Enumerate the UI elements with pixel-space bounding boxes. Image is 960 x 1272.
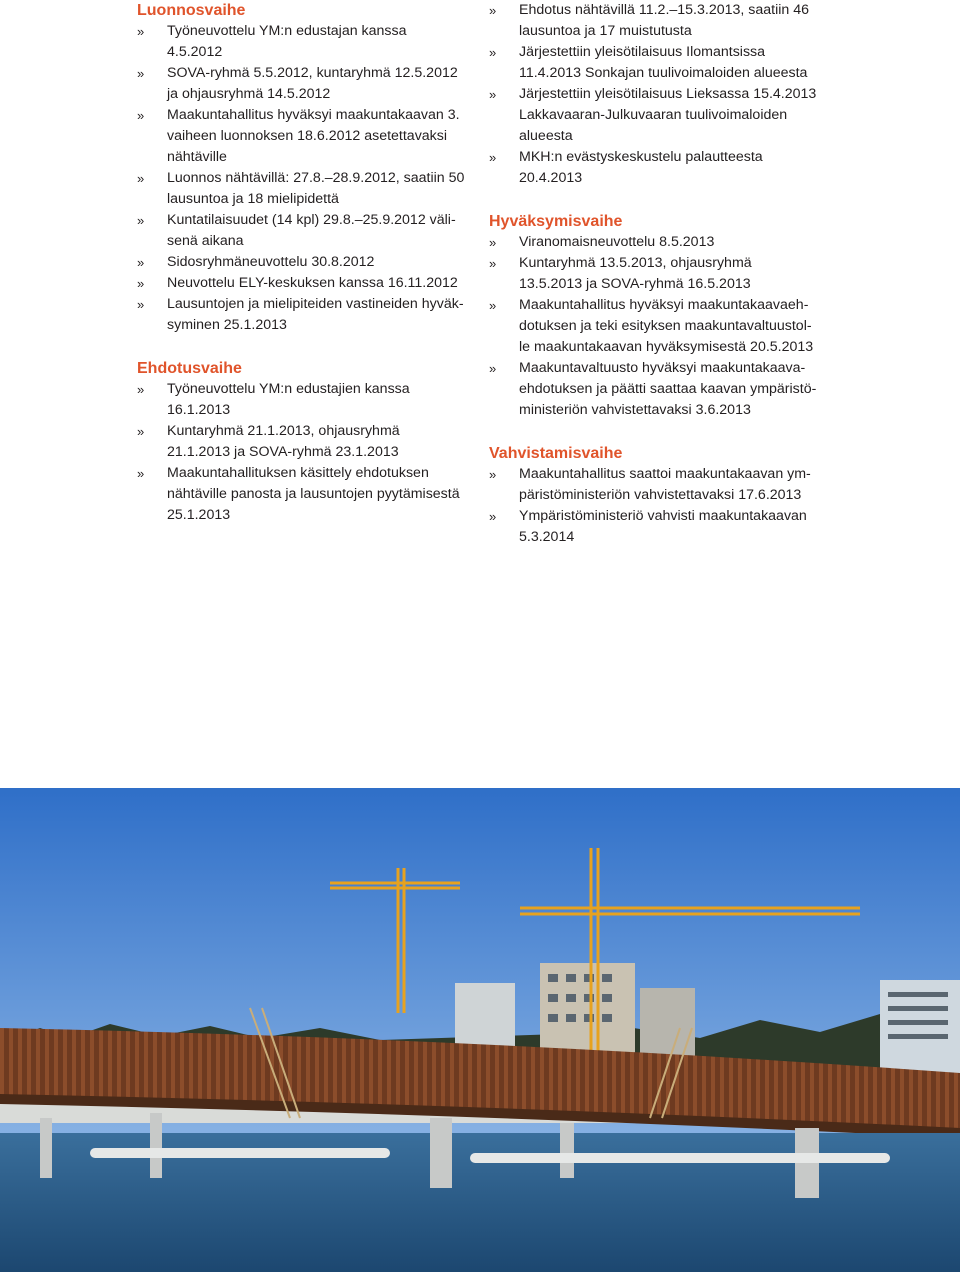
list-item-text: Maakuntahallitus saattoi maakuntakaavan ym- päristöministeriön vahvistettavaksi 17.6.2013 — [519, 466, 811, 503]
list-item-text: Sidosryhmäneuvottelu 30.8.2012 — [167, 254, 375, 270]
list-hyvaksymisvaihe — [489, 232, 834, 421]
bullet-icon: » — [137, 66, 145, 81]
bullet-icon: » — [137, 255, 145, 270]
list-item-text: Luonnos nähtävillä: 27.8.–28.9.2012, saatiin 50 lausuntoa ja 18 mielipidettä — [167, 170, 465, 207]
list-item — [489, 232, 834, 253]
list-item — [137, 379, 482, 421]
list-item — [137, 421, 482, 463]
bullet-icon: » — [137, 297, 145, 312]
list-item — [489, 84, 834, 147]
list-item-text: Kuntatilaisuudet (14 kpl) 29.8.–25.9.2012 väli- senä aikana — [167, 212, 456, 249]
bullet-icon: » — [489, 235, 497, 250]
list-item-text: Järjestettiin yleisötilaisuus Ilomantsissa 11.4.2013 Sonkajan tuulivoimaloiden alueesta — [519, 44, 808, 81]
bullet-icon: » — [489, 509, 497, 524]
list-item-text: Kuntaryhmä 21.1.2013, ohjausryhmä 21.1.2013 ja SOVA-ryhmä 23.1.2013 — [167, 423, 400, 460]
list-item-text: Maakuntahallituksen käsittely ehdotuksen nähtäville panosta ja lausuntojen pyytämisestä 25.1.2013 — [167, 465, 460, 523]
list-item — [489, 147, 834, 189]
list-ehdotusvaihe-continued — [489, 0, 834, 189]
list-item-text: MKH:n evästyskeskustelu palautteesta 20.4.2013 — [519, 149, 763, 186]
bullet-icon: » — [489, 256, 497, 271]
list-luonnosvaihe — [137, 21, 482, 336]
heading-luonnosvaihe: Luonnosvaihe — [137, 2, 246, 19]
list-item-text: Lausuntojen ja mielipiteiden vastineiden hyväk- syminen 25.1.2013 — [167, 296, 464, 333]
right-column — [489, 0, 834, 570]
bullet-icon: » — [489, 150, 497, 165]
list-item — [489, 0, 834, 42]
list-item-text: Maakuntavaltuusto hyväksyi maakuntakaava- ehdotuksen ja päätti saattaa kaavan ympäristö- ministeriön vahvistettavaksi 3.6.2013 — [519, 360, 817, 418]
heading-hyvaksymisvaihe: Hyväksymisvaihe — [489, 213, 623, 230]
list-item-text: Työneuvottelu YM:n edustajien kanssa 16.1.2013 — [167, 381, 410, 418]
list-item-text: Neuvottelu ELY-keskuksen kanssa 16.11.2012 — [167, 275, 458, 291]
list-item-text: Maakuntahallitus hyväksyi maakuntakaavaeh- dotuksen ja teki esityksen maakuntavaltuustol- le maakuntakaavan hyväksymisestä 20.5.2013 — [519, 297, 814, 355]
left-column — [137, 0, 482, 548]
bridge-construction-photo — [0, 788, 960, 1272]
list-vahvistamisvaihe — [489, 464, 834, 548]
list-item — [137, 63, 482, 105]
bullet-icon: » — [489, 3, 497, 18]
bullet-icon: » — [137, 466, 145, 481]
list-item — [137, 273, 482, 294]
heading-vahvistamisvaihe: Vahvistamisvaihe — [489, 445, 623, 462]
list-item — [489, 295, 834, 358]
bullet-icon: » — [489, 298, 497, 313]
list-item — [137, 21, 482, 63]
list-item — [137, 168, 482, 210]
list-ehdotusvaihe — [137, 379, 482, 526]
list-item — [137, 463, 482, 526]
list-item — [489, 464, 834, 506]
list-item-text: Kuntaryhmä 13.5.2013, ohjausryhmä 13.5.2013 ja SOVA-ryhmä 16.5.2013 — [519, 255, 752, 292]
bullet-icon: » — [489, 467, 497, 482]
bullet-icon: » — [489, 87, 497, 102]
bullet-icon: » — [137, 276, 145, 291]
list-item — [489, 253, 834, 295]
heading-ehdotusvaihe: Ehdotusvaihe — [137, 360, 242, 377]
list-item-text: Ehdotus nähtävillä 11.2.–15.3.2013, saatiin 46 lausuntoa ja 17 muistutusta — [519, 2, 810, 39]
bullet-icon: » — [137, 382, 145, 397]
bullet-icon: » — [137, 213, 145, 228]
list-item-text: Työneuvottelu YM:n edustajan kanssa 4.5.2012 — [167, 23, 407, 60]
bullet-icon: » — [137, 24, 145, 39]
list-item — [489, 506, 834, 548]
list-item — [137, 210, 482, 252]
list-item — [137, 294, 482, 336]
list-item — [137, 105, 482, 168]
bullet-icon: » — [137, 108, 145, 123]
list-item-text: Viranomaisneuvottelu 8.5.2013 — [519, 234, 715, 250]
list-item-text: Järjestettiin yleisötilaisuus Lieksassa 15.4.2013 Lakkavaaran-Julkuvaaran tuulivoimaloiden alueesta — [519, 86, 817, 144]
list-item — [489, 42, 834, 84]
bullet-icon: » — [137, 171, 145, 186]
bullet-icon: » — [489, 361, 497, 376]
bullet-icon: » — [137, 424, 145, 439]
list-item — [489, 358, 834, 421]
list-item — [137, 252, 482, 273]
list-item-text: SOVA-ryhmä 5.5.2012, kuntaryhmä 12.5.2012 ja ohjausryhmä 14.5.2012 — [167, 65, 458, 102]
list-item-text: Ympäristöministeriö vahvisti maakuntakaavan 5.3.2014 — [519, 508, 807, 545]
bullet-icon: » — [489, 45, 497, 60]
list-item-text: Maakuntahallitus hyväksyi maakuntakaavan 3. vaiheen luonnoksen 18.6.2012 asetettavaksi nähtäville — [167, 107, 460, 165]
photo-illustration — [0, 788, 960, 1272]
